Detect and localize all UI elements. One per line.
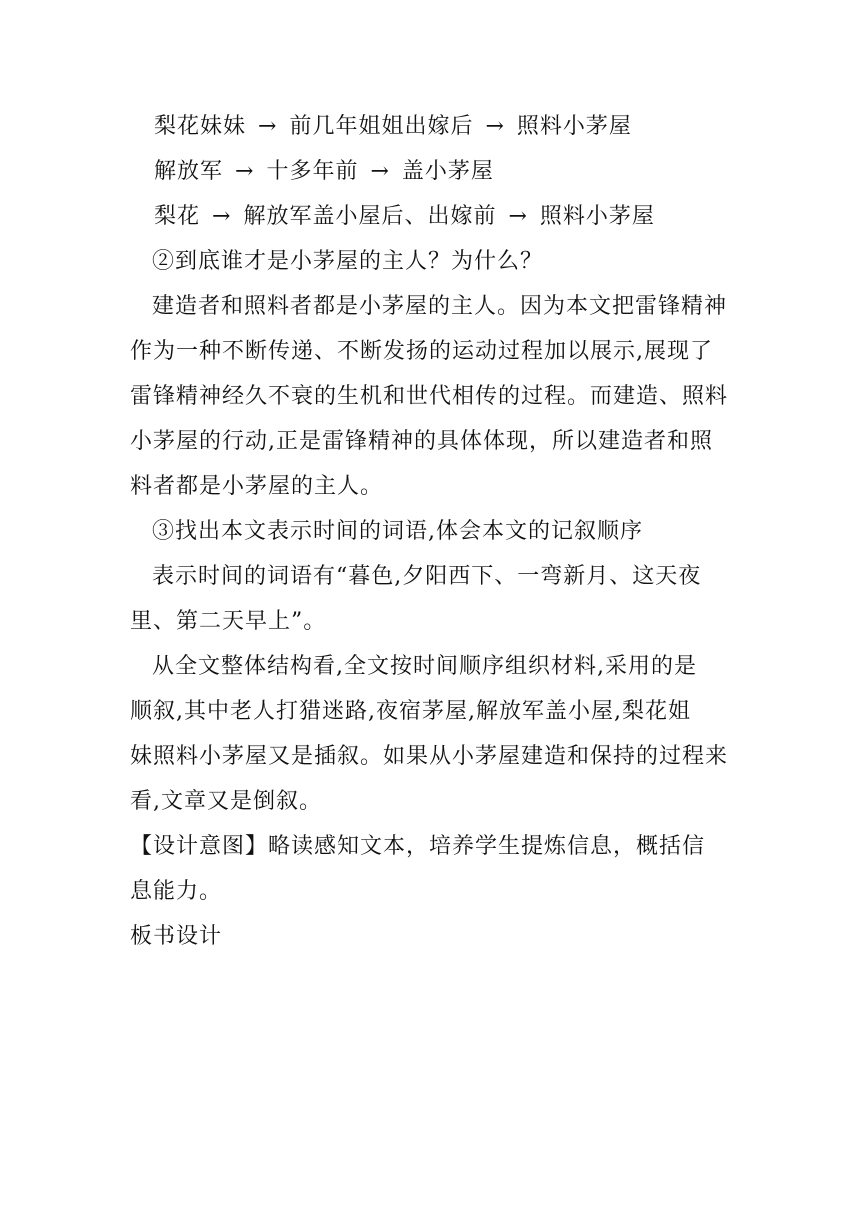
answer-2-line: 雷锋精神经久不衰的生机和世代相传的过程。而建造、照料	[130, 384, 729, 409]
answer-3b-line: 顺叙,其中老人打猎迷路,夜宿茅屋,解放军盖小屋,梨花姐	[130, 699, 691, 724]
flow-action: 照料小茅屋	[539, 204, 655, 229]
question-3: ③找出本文表示时间的词语,体会本文的记叙顺序	[152, 519, 643, 544]
question-2: ②到底谁才是小茅屋的主人？为什么？	[152, 249, 544, 274]
design-intent-line: 【设计意图】略读感知文本，培养学生提炼信息，概括信	[130, 834, 706, 859]
answer-2-line: 作为一种不断传递、不断发扬的运动过程加以展示,展现了	[130, 339, 713, 364]
flow-subject: 梨花	[154, 204, 201, 229]
arrow-icon: →	[508, 204, 528, 229]
answer-2-line: 小茅屋的行动,正是雷锋精神的具体体现，所以建造者和照	[130, 429, 713, 454]
flow-subject: 解放军	[154, 159, 224, 184]
answer-3b-line: 看,文章又是倒叙。	[130, 789, 322, 814]
flow-time: 前几年姐姐出嫁后	[289, 114, 474, 139]
flow-action: 盖小茅屋	[401, 159, 494, 184]
flow-time: 十多年前	[266, 159, 359, 184]
answer-2-line: 料者都是小茅屋的主人。	[130, 474, 384, 499]
answer-3a-line: 表示时间的词语有“暮色,夕阳西下、一弯新月、这天夜	[152, 564, 702, 589]
flow-action: 照料小茅屋	[516, 114, 632, 139]
arrow-icon: →	[212, 204, 232, 229]
arrow-icon: →	[258, 114, 278, 139]
design-intent-line: 息能力。	[130, 879, 223, 904]
flow-subject: 梨花妹妹	[154, 114, 247, 139]
arrow-icon: →	[485, 114, 505, 139]
answer-3a-line: 里、第二天早上”。	[130, 609, 327, 634]
arrow-icon: →	[235, 159, 255, 184]
answer-2-line: 建造者和照料者都是小茅屋的主人。因为本文把雷锋精神	[152, 294, 728, 319]
arrow-icon: →	[370, 159, 390, 184]
flow-time: 解放军盖小屋后、出嫁前	[243, 204, 497, 229]
flow-line-3	[154, 202, 655, 232]
flow-line-1	[154, 112, 632, 142]
answer-3b-line: 妹照料小茅屋又是插叙。如果从小茅屋建造和保持的过程来	[130, 744, 729, 769]
answer-3b-line: 从全文整体结构看,全文按时间顺序组织材料,采用的是	[152, 654, 697, 679]
flow-line-2	[154, 157, 494, 187]
board-design-heading: 板书设计	[130, 924, 223, 949]
